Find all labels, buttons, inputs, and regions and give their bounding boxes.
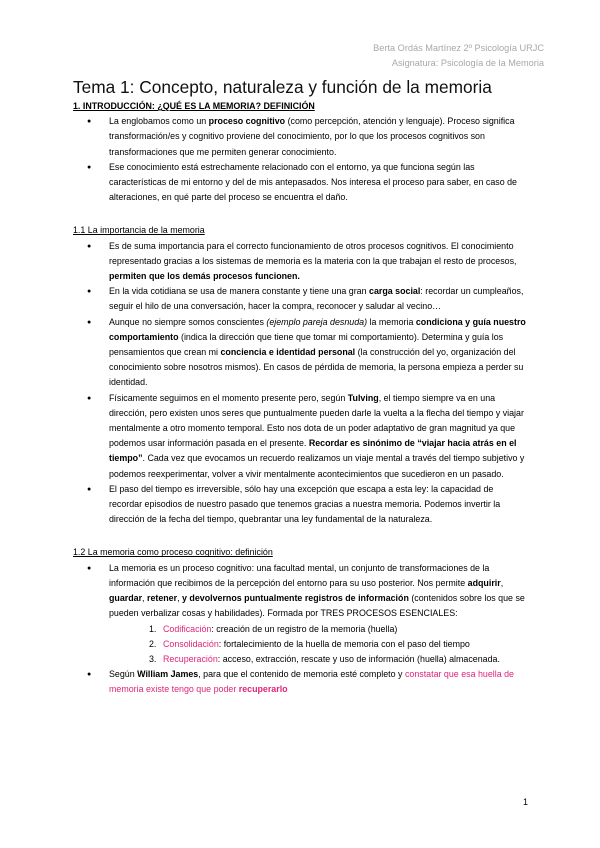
list-item: ● La memoria es un proceso cognitivo: una facultad mental, un conjunto de transformaciones de la información que recibimos de la percepción del entorno para su uso posterior. Nos permite adquirir, guardar, retener, y devolvernos puntualmente registros de información (contenidos sobre los que se pueden verbalizar cosas y habilidades). Formada por TRES PROCESOS ESENCIALES: 1. Codificación: creación de un registro de la memoria (huella) 2. Consolidación: fortalecimiento de la huella de memoria con el paso del tiempo 3. Recuperación: acceso, extracción, rescate y uso de información (huella) almacenada. [73, 561, 528, 667]
numbered-list [109, 622, 528, 668]
list-item: ● En la vida cotidiana se usa de manera constante y tiene una gran carga social: recordar un cumpleaños, seguir el hilo de una conversación, hacer la compra, reconocer y saludar al vecino… [73, 284, 528, 314]
bullet-list [73, 561, 528, 698]
section-heading-proceso-cognitivo: 1.2 La memoria como proceso cognitivo: definición [73, 547, 273, 558]
document-page: Berta Ordás Martínez 2º Psicología URJC Asignatura: Psicología de la Memoria Tema 1: Concepto, naturaleza y función de la memoria 1. INTRODUCCIÓN: ¿QUÉ ES LA MEMORIA? DEFINICIÓN ● La englobamos como un proceso cognitivo (como percepción, atención y lenguaje). Proceso significa transformación/es y cognitivo proviene del conocimiento, por lo que los procesos cognitivos son transformaciones que me permiten generar conocimiento. ● Ese conocimiento está estrechamente relacionado con el entorno, ya que funciona según las características de mi entorno y del de mis antepasados. Nos interesa el proceso para saber, en caso de alteraciones, en qué parte del proceso se encuentra el daño. 1.1 La importancia de la memoria ● Es de suma importancia para el correcto funcionamiento de otros procesos cognitivos. El conocimiento representado gracias a los sistemas de memoria es la materia con la que trabajan el resto de procesos, permiten que los demás procesos funcionen. ● En la vida cotidiana se usa de manera constante y tiene una gran carga social: recordar un cumpleaños, seguir el hilo de una conversación, hacer la compra, reconocer y saludar al vecino… ● Aunque no siempre somos conscientes (ejemplo pareja desnuda) la memoria condiciona y guía nuestro comportamiento (indica la dirección que tiene que tomar mi comportamiento). Determina y guía los pensamientos que crean mi conciencia e identidad personal (la construcción del yo, organización del conocimiento sobre nosotros mismos). En casos de pérdida de memoria, la persona empieza a perder su identidad. ● Físicamente seguimos en el momento presente pero, según Tulving, el tiempo siempre va en una dirección, pero existen unos seres que puntualmente pueden darle la vuelta a la flecha del tiempo y viajar mentalmente a otro momento temporal. Esto nos dota de un poder adaptativo de gran magnitud ya que podemos usar información pasada en el presente. Recordar es sinónimo de “viajar hacia atrás en el tiempo”. Cada vez que evocamos un recuerdo realizamos un viaje mental a través del tiempo subjetivo y podemos reexperimentar, volver a vivir mentalmente acontecimientos que sucedieron en un pasado. ● El paso del tiempo es irreversible, sólo hay una excepción que escapa a esta ley: la capacidad de recordar episodios de nuestro pasado que tenemos gracias a nuestra memoria. Podemos invertir la dirección de la fecha del tiempo, quebrantar una ley fundamental de la naturaleza. 1.2 La memoria como proceso cognitivo: definición ● La memoria es un proceso cognitivo: una facultad mental, un conjunto de transformaciones de la información que recibimos de la percepción del entorno para su uso posterior. Nos permite adquirir, guardar, retener, y devolvernos puntualmente registros de información (contenidos sobre los que se pueden verbalizar cosas y habilidades). Formada por TRES PROCESOS ESENCIALES: 1. Codificación: creación de un registro de la memoria (huella) 2. Consolidación: fortalecimiento de la huella de memoria con el paso del tiempo 3. Recuperación: acceso, extracción, rescate y uso de información (huella) almacenada. ● Según William James, para que el contenido de memoria esté completo y constatar que esa huella de memoria existe tengo que poder recuperarlo 1 [0, 0, 600, 848]
list-item: ● La englobamos como un proceso cognitivo (como percepción, atención y lenguaje). Proceso significa transformación/es y cognitivo proviene del conocimiento, por lo que los procesos cognitivos son transformaciones que me permiten generar conocimiento. [73, 114, 528, 160]
list-item: 2. Consolidación: fortalecimiento de la huella de memoria con el paso del tiempo [149, 638, 470, 649]
list-item: 1. Codificación: creación de un registro de la memoria (huella) [149, 623, 398, 634]
section-heading-importancia: 1.1 La importancia de la memoria [73, 225, 205, 236]
list-item: 3. Recuperación: acceso, extracción, rescate y uso de información (huella) almacenada. [149, 653, 500, 664]
document-title: Tema 1: Concepto, naturaleza y función de la memoria [73, 77, 492, 97]
list-item: ● Ese conocimiento está estrechamente relacionado con el entorno, ya que funciona según las características de mi entorno y del de mis antepasados. Nos interesa el proceso para saber, en caso de alteraciones, en qué parte del proceso se encuentra el daño. [73, 160, 528, 206]
list-item: ● Según William James, para que el contenido de memoria esté completo y constatar que esa huella de memoria existe tengo que poder recuperarlo [73, 667, 528, 697]
bullet-list [73, 239, 528, 528]
list-item: ● Aunque no siempre somos conscientes (ejemplo pareja desnuda) la memoria condiciona y guía nuestro comportamiento (indica la dirección que tiene que tomar mi comportamiento). Determina y guía los pensamientos que crean mi conciencia e identidad personal (la construcción del yo, organización del conocimiento sobre nosotros mismos). En casos de pérdida de memoria, la persona empieza a perder su identidad. [73, 315, 528, 391]
document-body [73, 99, 528, 698]
page-header [373, 41, 544, 71]
list-item: ● El paso del tiempo es irreversible, sólo hay una excepción que escapa a esta ley: la capacidad de recordar episodios de nuestro pasado que tenemos gracias a nuestra memoria. Podemos invertir la dirección de la fecha del tiempo, quebrantar una ley fundamental de la naturaleza. [73, 482, 528, 528]
list-item: ● Físicamente seguimos en el momento presente pero, según Tulving, el tiempo siempre va en una dirección, pero existen unos seres que puntualmente pueden darle la vuelta a la flecha del tiempo y viajar mentalmente a otro momento temporal. Esto nos dota de un poder adaptativo de gran magnitud ya que podemos usar información pasada en el presente. Recordar es sinónimo de “viajar hacia atrás en el tiempo”. Cada vez que evocamos un recuerdo realizamos un viaje mental a través del tiempo subjetivo y podemos reexperimentar, volver a vivir mentalmente acontecimientos que sucedieron en un pasado. [73, 391, 528, 482]
section-heading-introduccion: 1. INTRODUCCIÓN: ¿QUÉ ES LA MEMORIA? DEFINICIÓN [73, 101, 315, 111]
header-subject: Asignatura: Psicología de la Memoria [391, 58, 544, 68]
header-author: Berta Ordás Martínez 2º Psicología URJC [373, 43, 544, 53]
bullet-list [73, 114, 528, 205]
list-item: ● Es de suma importancia para el correcto funcionamiento de otros procesos cognitivos. El conocimiento representado gracias a los sistemas de memoria es la materia con la que trabajan el resto de procesos, permiten que los demás procesos funcionen. [73, 239, 528, 285]
